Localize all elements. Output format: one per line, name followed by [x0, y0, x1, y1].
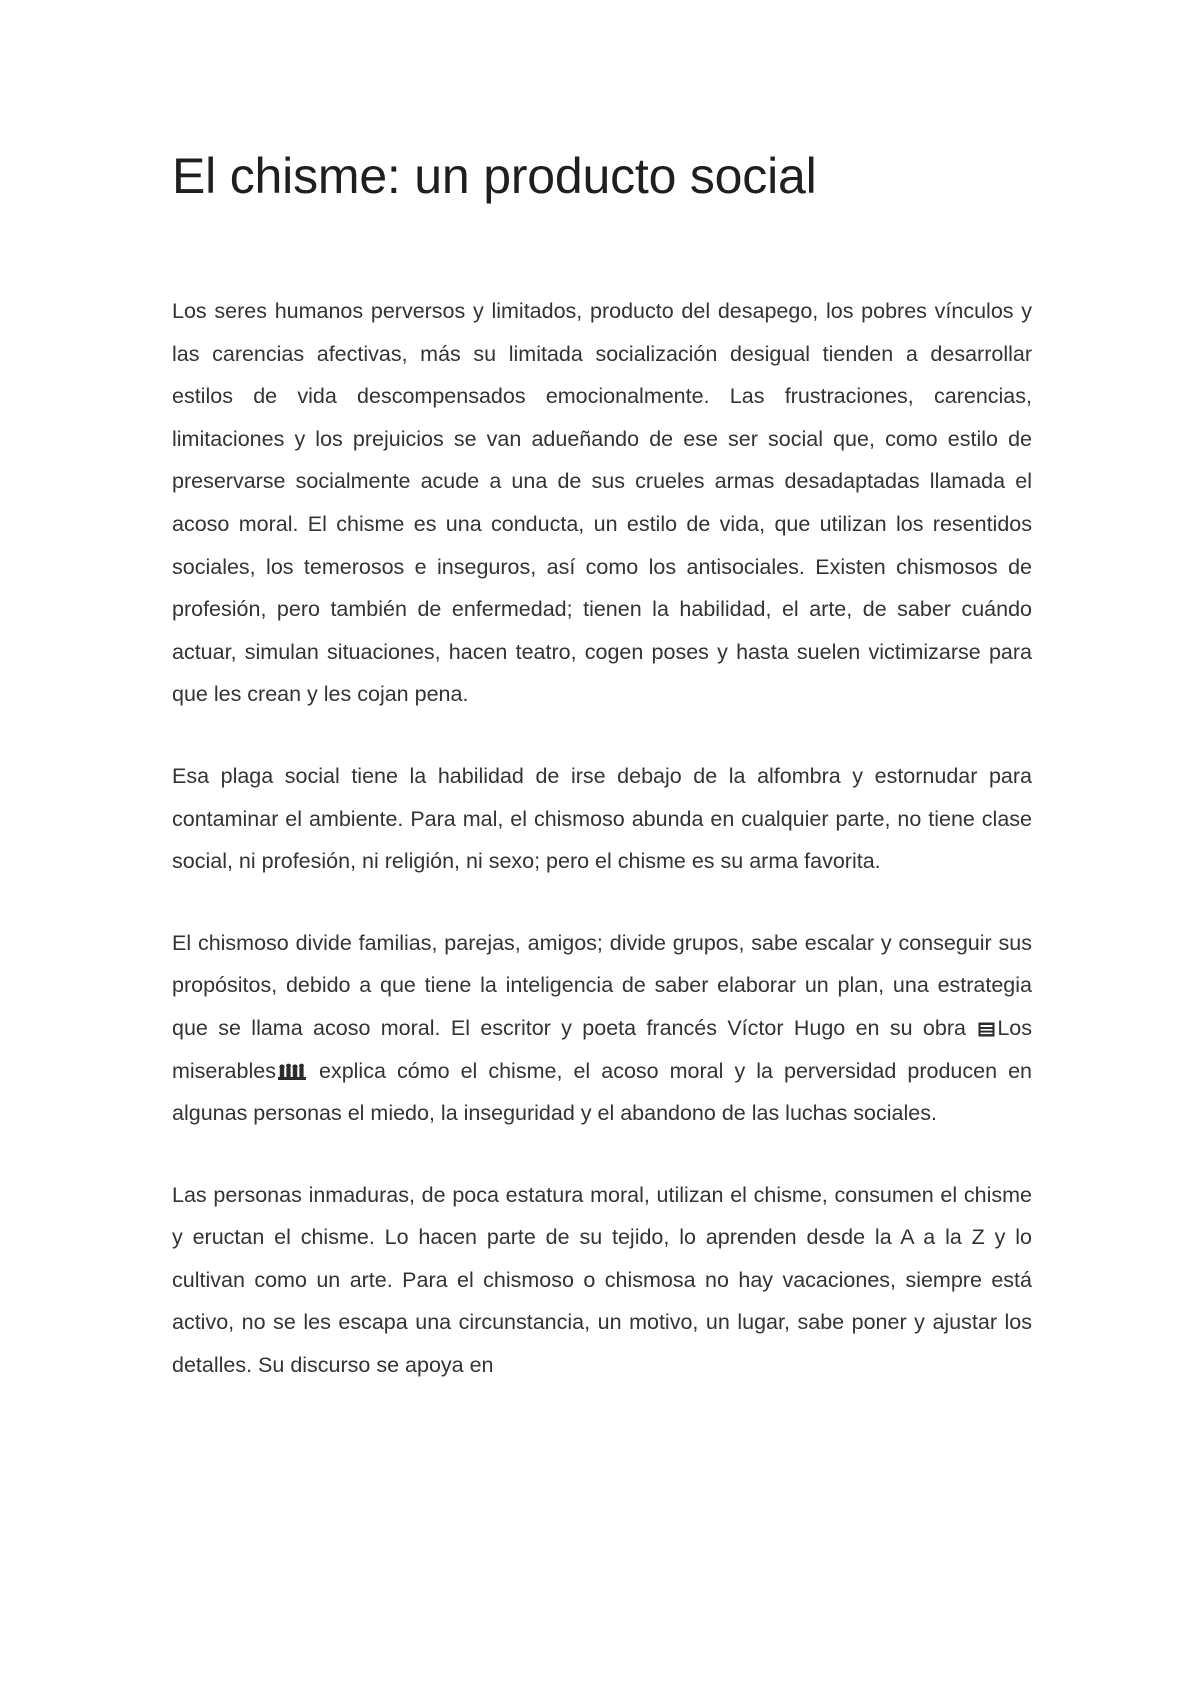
document-body: [172, 290, 1032, 1387]
paragraph-3-text-after: explica cómo el chisme, el acoso moral y la perversidad producen en algunas personas el miedo, la inseguridad y el abandono de las luchas sociales.: [172, 1058, 1032, 1126]
paragraph-3-text-before: El chismoso divide familias, parejas, amigos; divide grupos, sabe escalar y conseguir sus propósitos, debido a que tiene la inteligencia de saber elaborar un plan, una estrategia que se llama acoso moral. El escritor y poeta francés Víctor Hugo en su obra: [172, 930, 1032, 1040]
broken-quote-close-icon: [278, 1063, 306, 1080]
paragraph-3: [172, 922, 1032, 1135]
document-page: [172, 0, 1032, 1387]
broken-quote-open-icon: [978, 1022, 995, 1037]
paragraph-4: Las personas inmaduras, de poca estatura moral, utilizan el chisme, consumen el chisme y eructan el chisme. Lo hacen parte de su tejido, lo aprenden desde la A a la Z y lo cultivan como un arte. Para el chismoso o chismosa no hay vacaciones, siempre está activo, no se les escapa una circunstancia, un motivo, un lugar, sabe poner y ajustar los detalles. Su discurso se apoya en: [172, 1182, 1032, 1378]
paragraph-1: Los seres humanos perversos y limitados, producto del desapego, los pobres vínculos y las carencias afectivas, más su limitada socialización desigual tienden a desarrollar estilos de vida descompensados emocionalmente. Las frustraciones, carencias, limitaciones y los prejuicios se van adueñando de ese ser social que, como estilo de preservarse socialmente acude a una de sus crueles armas desadaptadas llamada el acoso moral. El chisme es una conducta, un estilo de vida, que utilizan los resentidos sociales, los temerosos e inseguros, así como los antisociales. Existen chismosos de profesión, pero también de enfermedad; tienen la habilidad, el arte, de saber cuándo actuar, simulan situaciones, hacen teatro, cogen poses y hasta suelen victimizarse para que les crean y les cojan pena.: [172, 299, 1032, 707]
work-title-los-miserables: Los miserables: [172, 1015, 1032, 1083]
paragraph-2: Esa plaga social tiene la habilidad de irse debajo de la alfombra y estornudar para contaminar el ambiente. Para mal, el chismoso abunda en cualquier parte, no tiene clase social, ni profesión, ni religión, ni sexo; pero el chisme es su arma favorita.: [172, 763, 1032, 874]
document-title: El chisme: un producto social: [172, 148, 817, 204]
